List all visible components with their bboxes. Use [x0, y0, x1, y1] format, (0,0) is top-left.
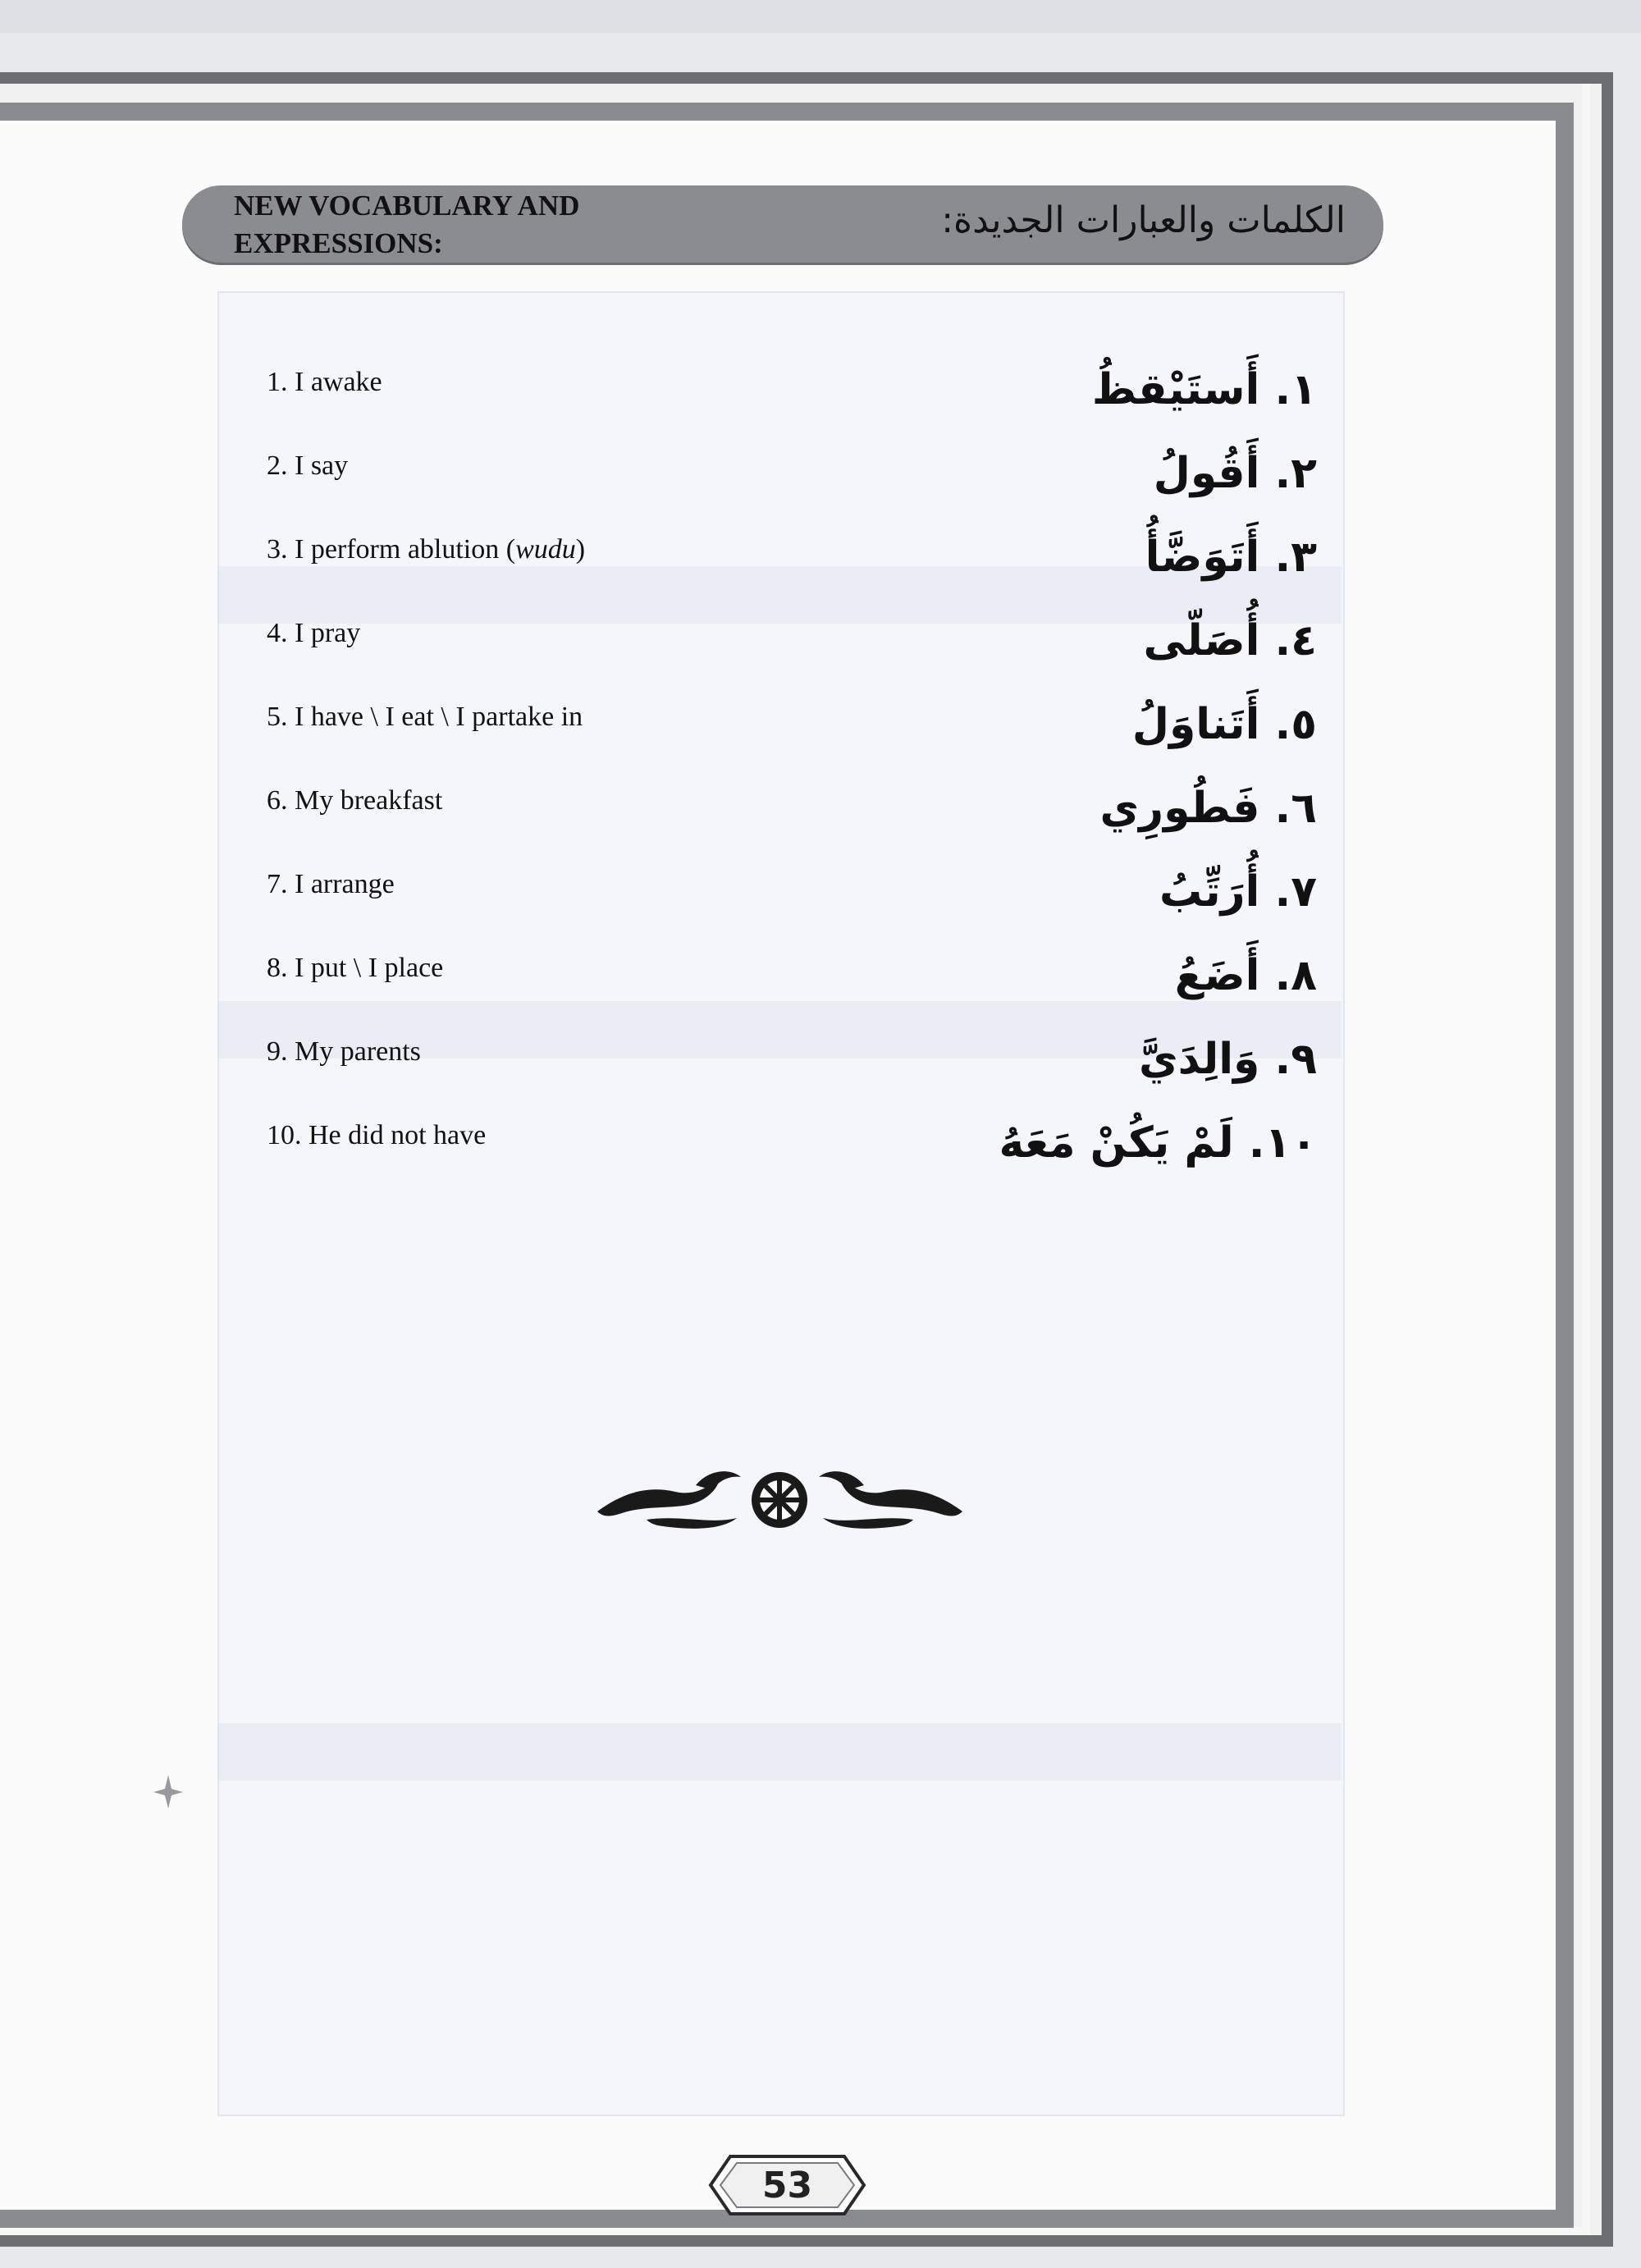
section-title-ar: الكلمات والعبارات الجديدة: — [941, 199, 1346, 241]
vocab-english-main: 3. I perform ablution ( — [267, 534, 516, 565]
vocab-arabic: ٣. أَتَوَضَّأُ — [1145, 533, 1317, 582]
vocab-arabic: ٩. وَالِدَيَّ — [1139, 1035, 1317, 1084]
scan-speck — [152, 1771, 185, 1812]
vocab-arabic: ٢. أَقُولُ — [1153, 449, 1317, 498]
vocab-item — [0, 1027, 1641, 1110]
vocab-item — [0, 692, 1641, 775]
page-number-badge-icon — [707, 2153, 867, 2217]
vocab-english: 1. I awake — [267, 367, 382, 397]
vocab-item — [0, 859, 1641, 943]
vocab-item — [0, 775, 1641, 859]
section-title-en: NEW VOCABULARY AND EXPRESSIONS: — [234, 190, 580, 259]
vocab-arabic: ١٠. لَمْ يَكُنْ مَعَهُ — [999, 1118, 1317, 1168]
vocab-arabic: ٧. أُرَتِّبُ — [1159, 867, 1317, 917]
vocab-english — [267, 531, 585, 569]
page-number: 53 — [761, 2164, 813, 2206]
ornament-divider-icon — [597, 1461, 962, 1543]
vocab-english: 9. My parents — [267, 1036, 421, 1067]
vocab-arabic: ٨. أَضَعُ — [1174, 951, 1317, 1000]
vocab-english-end: ) — [575, 534, 586, 565]
vocab-english: 7. I arrange — [267, 869, 395, 899]
vocab-item — [0, 441, 1641, 524]
vocab-english: 4. I pray — [267, 618, 361, 648]
vocab-item — [0, 943, 1641, 1027]
vocab-arabic: ٦. فَطُورِي — [1099, 784, 1317, 833]
vocab-item — [0, 1110, 1641, 1194]
vocab-item — [0, 524, 1641, 608]
vocab-arabic: ٥. أَتَناوَلُ — [1131, 700, 1317, 749]
vocab-english: 6. My breakfast — [267, 785, 443, 816]
vocab-arabic: ٤. أُصَلّى — [1143, 616, 1317, 665]
vocab-english: 10. He did not have — [267, 1120, 487, 1150]
vocab-english: 8. I put \ I place — [267, 953, 444, 983]
vocab-english-italic: wudu — [515, 534, 576, 565]
vocab-english: 5. I have \ I eat \ I partake in — [267, 702, 583, 732]
vocab-item — [0, 357, 1641, 441]
vocab-english: 2. I say — [267, 450, 349, 481]
vocab-arabic: ١. أَستَيْقظُ — [1091, 365, 1317, 414]
vocab-item — [0, 608, 1641, 692]
